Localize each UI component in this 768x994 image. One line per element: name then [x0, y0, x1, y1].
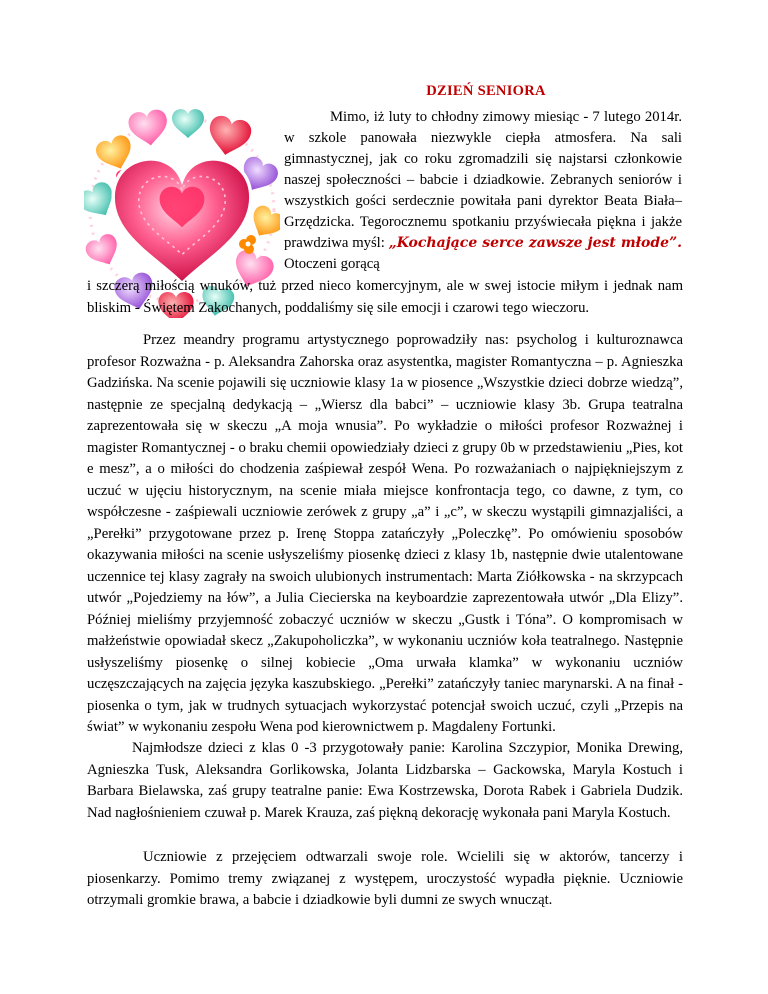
intro-continuation-text: i szczerą miłością wnuków, tuż przed nieco komercyjnym, ale w swej istocie miłym i jednak nam bliskim - Świętem Zakochanych, poddaliśmy się sile emocji i czarowi tego wieczoru. [87, 278, 683, 316]
intro-paragraph [284, 107, 682, 275]
quote-after-text: Otoczeni gorącą [284, 256, 380, 272]
flower-icon [239, 235, 256, 254]
paragraph-3-text: Najmłodsze dzieci z klas 0 -3 przygotowały panie: Karolina Szczypior, Monika Drewing, Agnieszka Tusk, Aleksandra Gorlikowska, Jolanta Lidzbarska – Gackowska, Maryla Kostuch i Barbara Bielawska, zaś grupy teatralne panie: Ewa Kostrzewska, Dorota Rabek i Gabriela Dudzik. Nad nagłośnieniem czuwał p. Marek Krauza, zaś piękną dekorację wykonała pani Maryla Kostuch. [87, 740, 683, 821]
paragraph-summary [87, 847, 683, 912]
small-heart-icon [84, 231, 124, 271]
paragraph-2-text: Przez meandry programu artystycznego poprowadziły nas: psycholog i kulturoznawca profesor Rozważna - p. Aleksandra Zahorska oraz asystentka, magister Romantyczna – p. Agnieszka Gadzińska. Na scenie pojawili się uczniowie klasy 1a w piosence „Wszystkie dzieci dobrze wiedzą”, następnie ze specjalną dedykacją – „Wiersz dla babci” – uczniowie klasy 3b. Grupa teatralna zaprezentowała się w skeczu „A moja wnusia”. Po wykładzie o miłości profesor Rozważnej i magister Romantycznej - o braku chemii opowiedziały dzieci z grupy 0b w przedstawieniu „Pies, kot e mesz”, a o miłości do chodzenia zaśpiewał zespół Wena. Po rozważaniach o najpiękniejszym z uczuć w ujęciu historycznym, na scenie miała miejsce konfrontacja tego, co dawne, z tym, co współczesne - zaśpiewali uczniowie zerówek z grupy „a” i „c”, w skeczu wystąpili gimnazjaliści, a „Perełki” przygotowane przez p. Irenę Stoppa zatańczyły „Poleczkę”. Po omówieniu sposobów okazywania miłości na scenie usłyszeliśmy piosenkę dzieci z klasy 1b, następnie dwie utalentowane uczennice tej klasy zagrały na swoich ulubionych instrumentach: Marta Ziółkowska - na skrzypcach utwór „Pojedziemy na łów”, a Julia Ciecierska na keyboardzie zaprezentowała utwór „Dla Elizy”. Później mieliśmy przyjemność zobaczyć uczniów w skeczu „Gustk i Tóna”. O kompromisach w małżeństwie opowiadał skecz „Zakupoholiczka”, w wykonaniu uczniów koła teatralnego. Następnie usłyszeliśmy piosenkę o silnej kobiecie „Oma urwała klamka” w wykonaniu uczniów uczęszczających na zajęcia języka kaszubskiego. „Perełki” zatańczyły taniec marynarski. A na finał - piosenka o tym, jak w trudnych sytuacjach wykorzystać potencjał swoich uczuć, czyli „Przepis na świat” w wykonaniu zespołu Wena pod kierownictwem p. Magdaleny Fortunki. [87, 332, 683, 735]
small-heart-icon [205, 114, 254, 159]
paragraph-4-text: Uczniowie z przejęciem odtwarzali swoje role. Wcielili się w aktorów, tancerzy i piosenkarzy. Pomimo tremy związanej z występem, uroczystość wypadła pięknie. Uczniowie otrzymali gromkie brawa, a babcie i dziadkowie byli dumni ze swych wnucząt. [87, 849, 683, 908]
page-title: DZIEŃ SENIORA [426, 83, 546, 99]
quote-text: „Kochające serce zawsze jest młode”. [388, 235, 683, 251]
small-heart-icon [127, 108, 170, 148]
intro-continuation [87, 276, 683, 319]
small-heart-icon [172, 109, 204, 138]
intro-text: Mimo, iż luty to chłodny zimowy miesiąc - 7 lutego 2014r. w szkole panowała niezwykle ciepła atmosfera. Na sali gimnastycznej, jak co roku zgromadzili się najstarsi członkowie naszej społeczności – babcie i dziadkowie. Zebranych seniorów i wszystkich gości serdecznie powitała pani dyrektor Beata Biała– Grzędzicka. Tegorocznemu spotkaniu przyświecała piękna i jakże prawdziwa myśl: [284, 109, 682, 251]
paragraph-program [87, 330, 683, 739]
paragraph-organizers [87, 738, 683, 824]
